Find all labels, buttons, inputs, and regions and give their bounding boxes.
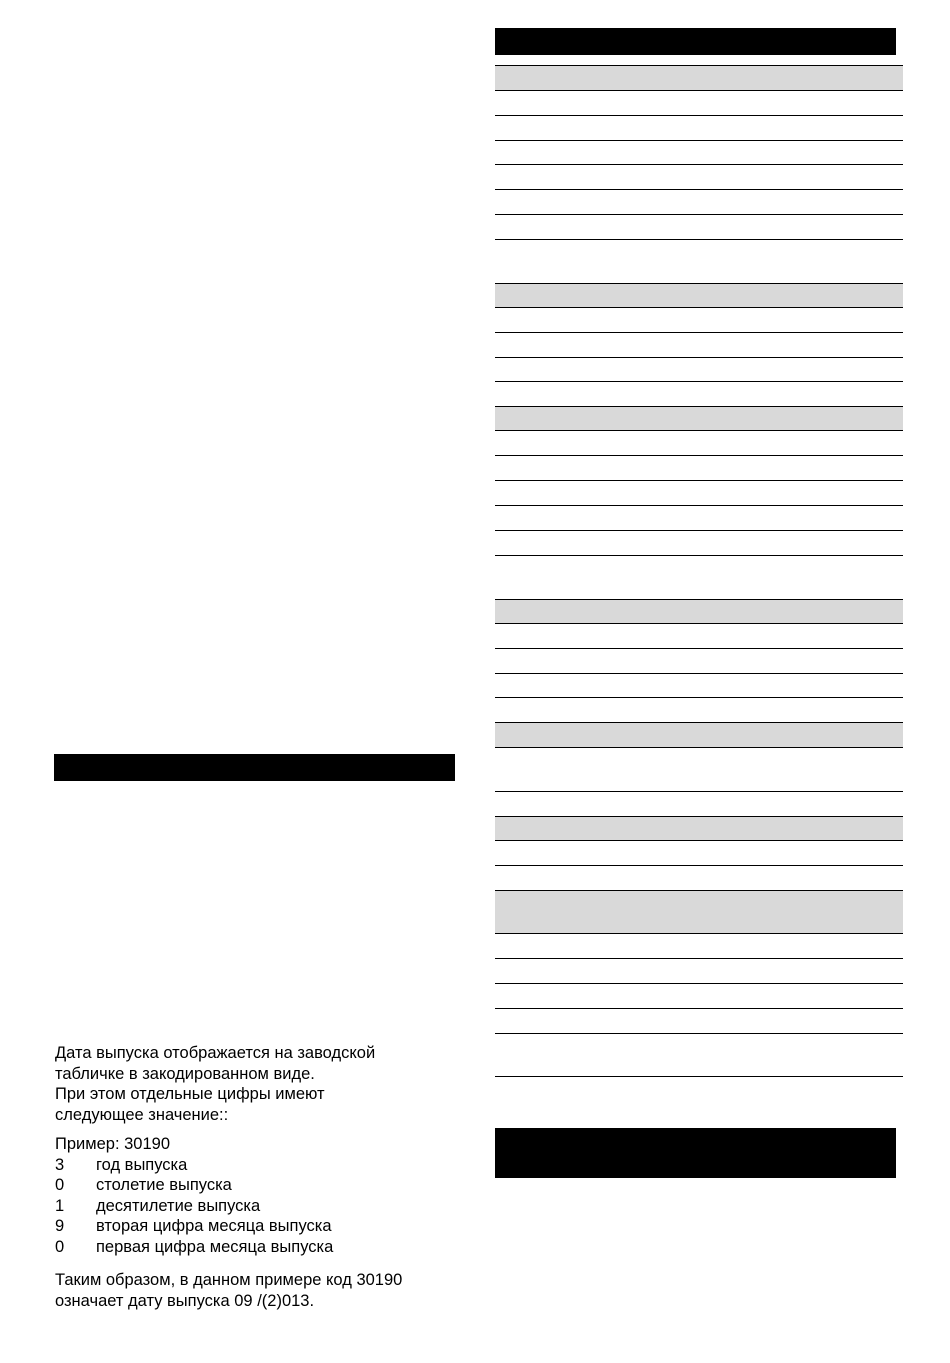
- table-group-header: [495, 406, 903, 431]
- digit-meaning: первая цифра месяца выпуска: [96, 1237, 334, 1256]
- left-section-heading-bar: [54, 754, 455, 781]
- digit-meaning: год выпуска: [96, 1155, 188, 1174]
- table-group-header: [495, 65, 903, 91]
- table-row: [495, 934, 903, 959]
- table-row: [495, 431, 903, 456]
- conclusion-line: означает дату выпуска 09 /(2)013.: [55, 1291, 315, 1310]
- intro-line: табличке в закодированном виде.: [55, 1064, 315, 1083]
- list-item: [55, 1196, 455, 1217]
- intro-line: При этом отдельные цифры имеют: [55, 1085, 325, 1103]
- list-item: [55, 1216, 455, 1237]
- digit-list: [55, 1155, 455, 1258]
- table-row: [495, 748, 903, 792]
- table-row: [495, 481, 903, 506]
- table-row: [495, 674, 903, 698]
- table-group-header: [495, 816, 903, 841]
- table-row: [495, 190, 903, 215]
- list-item: [55, 1175, 455, 1196]
- table-row: [495, 984, 903, 1009]
- list-item: [55, 1155, 455, 1176]
- table-row: [495, 165, 903, 190]
- example-line: Пример: 30190: [55, 1135, 171, 1153]
- digit-meaning: вторая цифра месяца выпуска: [96, 1217, 332, 1235]
- intro-line: Дата выпуска отображается на заводской: [55, 1044, 376, 1062]
- intro-line: следующее значение::: [55, 1105, 229, 1124]
- bottom-right-heading-bar: [495, 1128, 896, 1178]
- table-row: [495, 141, 903, 165]
- table-row: [495, 382, 903, 407]
- digit-meaning: десятилетие выпуска: [96, 1196, 261, 1215]
- date-code-intro: [55, 1043, 455, 1125]
- table-row: [495, 698, 903, 723]
- table-row: [495, 333, 903, 358]
- table-row: [495, 1009, 903, 1034]
- digit-meaning: столетие выпуска: [96, 1176, 232, 1194]
- table-row: [495, 866, 903, 891]
- table-row: [495, 649, 903, 674]
- table-row: [495, 358, 903, 382]
- table-group-header: [495, 722, 903, 748]
- table-row: [495, 116, 903, 141]
- date-code-conclusion: [55, 1270, 455, 1311]
- table-row: [495, 841, 903, 866]
- table-group-header: [495, 283, 903, 308]
- list-item: [55, 1237, 455, 1258]
- table-row: [495, 91, 903, 116]
- table-row: [495, 456, 903, 481]
- table-row: [495, 959, 903, 984]
- digit: 3: [55, 1155, 65, 1174]
- table-row: [495, 308, 903, 333]
- table-group-header: [495, 599, 903, 624]
- table-row: [495, 215, 903, 240]
- digit: 1: [55, 1196, 65, 1215]
- table-row: [495, 531, 903, 556]
- conclusion-line: Таким образом, в данном примере код 30190: [55, 1271, 403, 1289]
- table-row: [495, 624, 903, 649]
- digit: 0: [55, 1237, 65, 1256]
- table-row: [495, 506, 903, 531]
- digit: 9: [55, 1217, 65, 1235]
- date-code-example: [55, 1134, 455, 1257]
- table-group-header: [495, 890, 903, 934]
- table-row: [495, 1034, 903, 1077]
- right-section-heading-bar: [495, 28, 896, 55]
- digit: 0: [55, 1176, 65, 1194]
